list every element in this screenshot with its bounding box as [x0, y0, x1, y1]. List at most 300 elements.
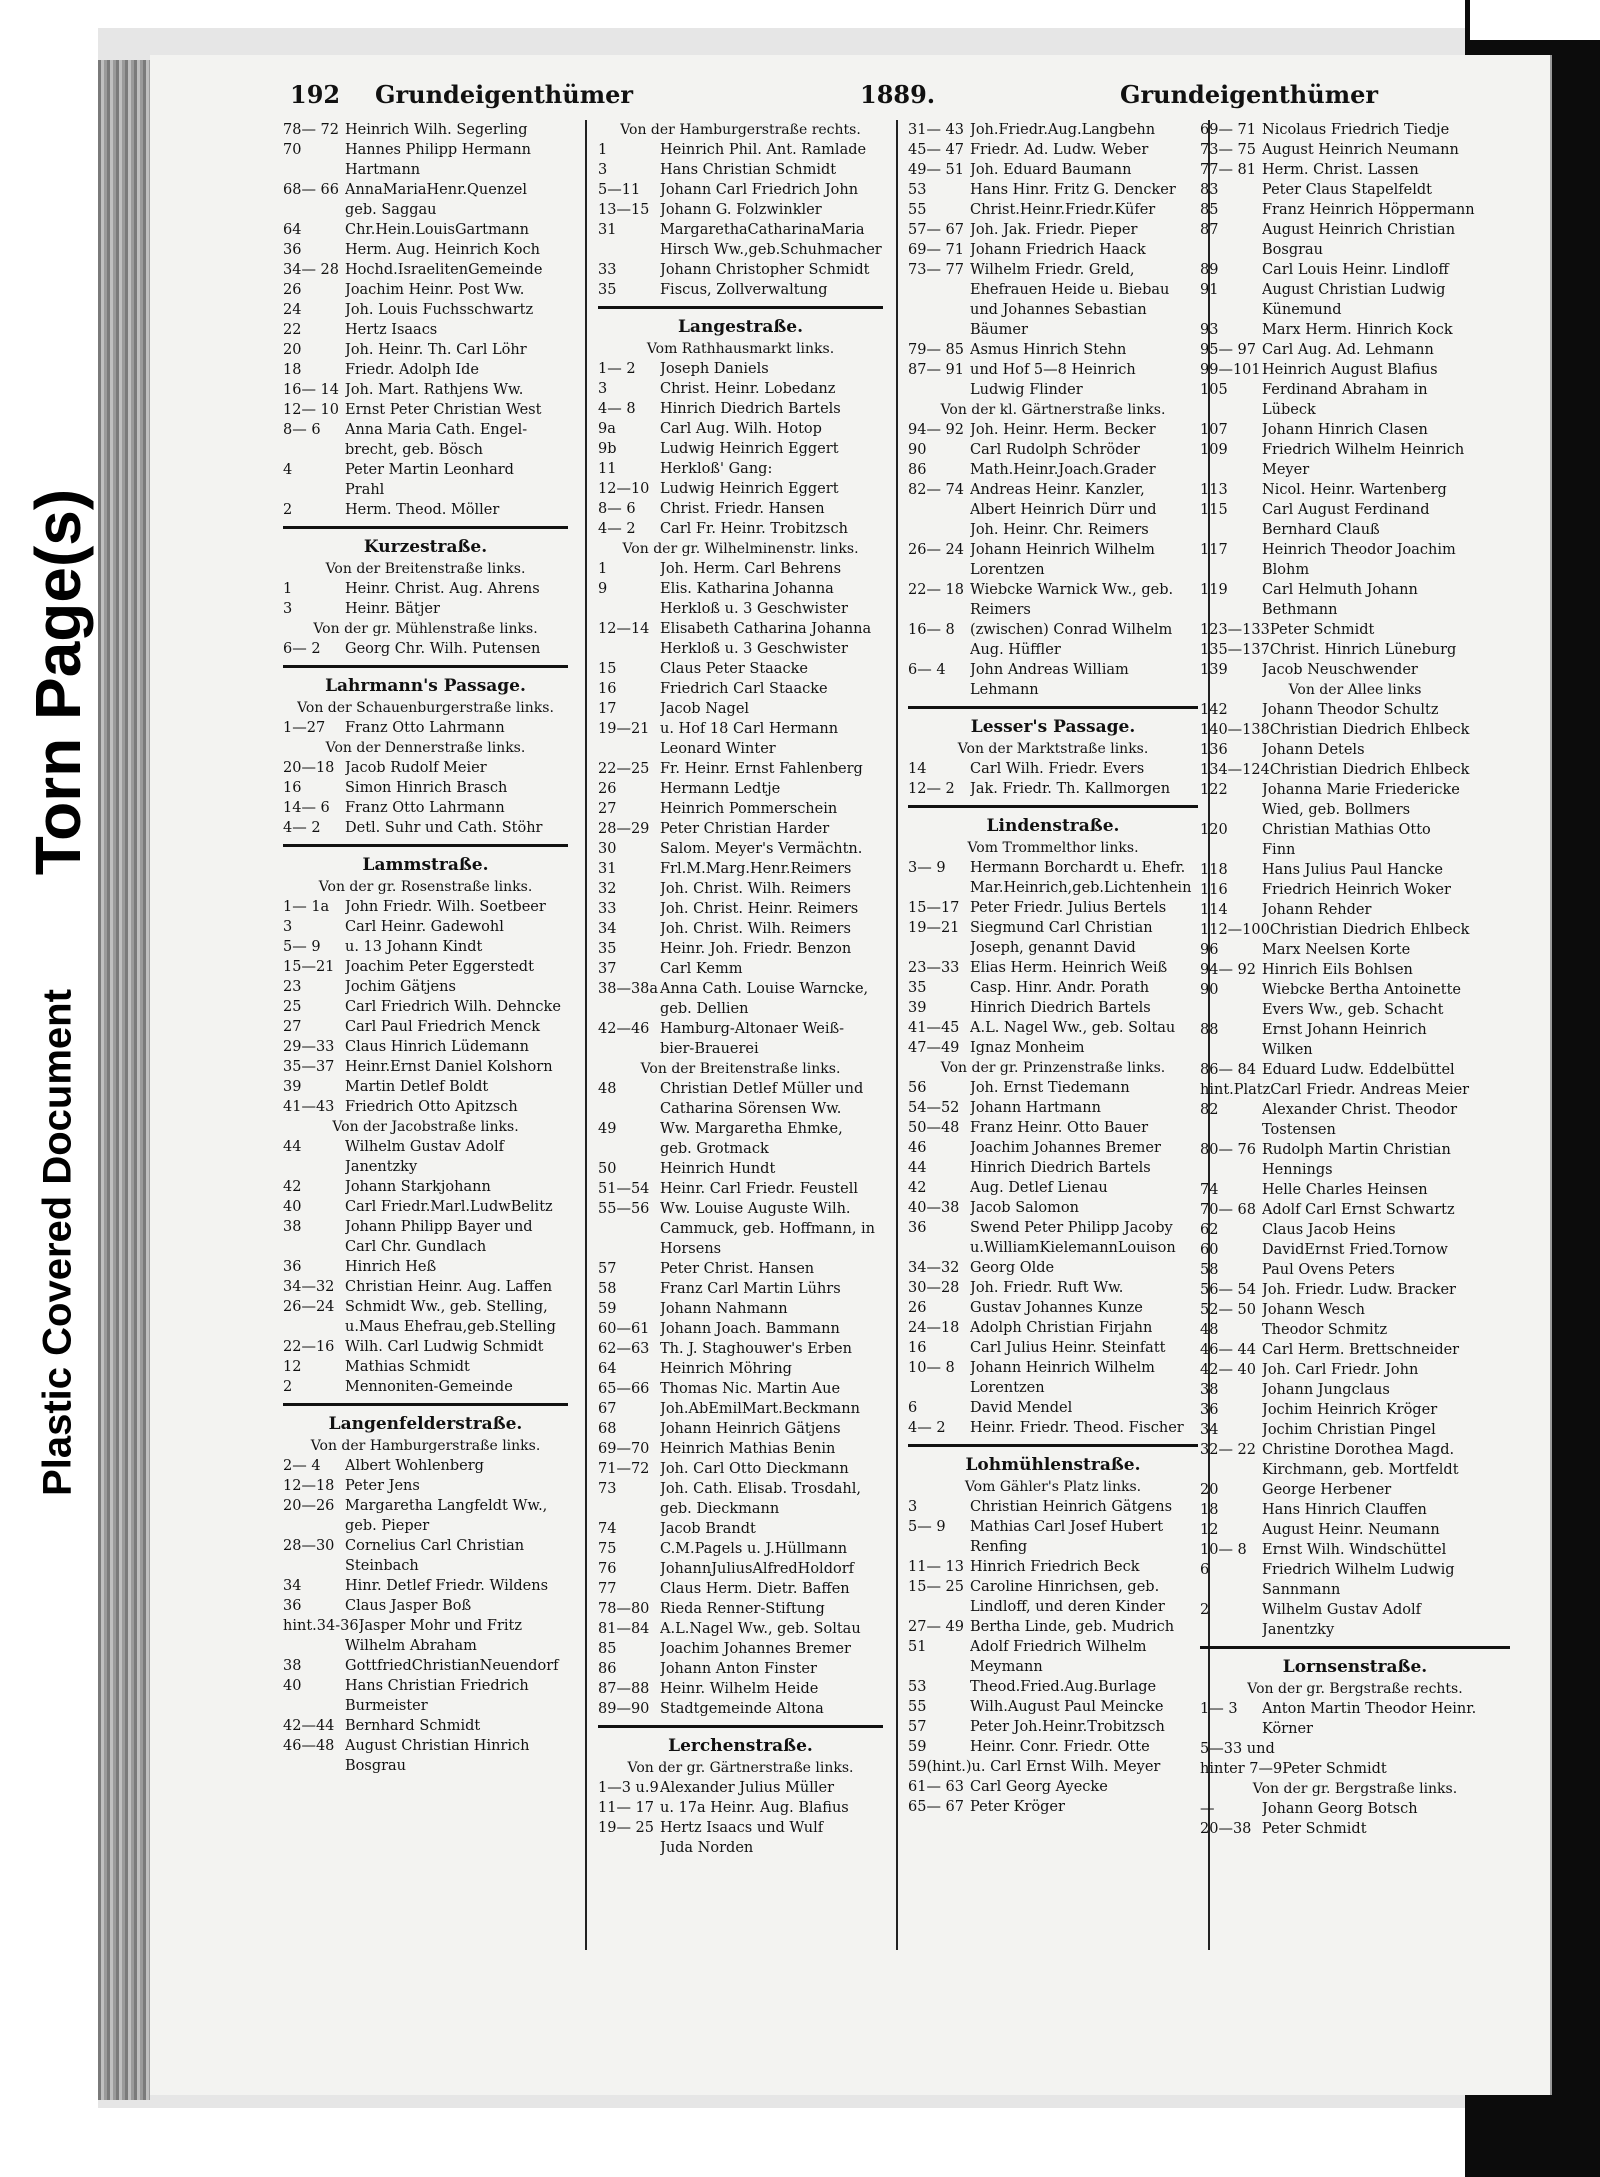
owner-name: Anton Martin Theodor Heinr. — [1262, 1701, 1477, 1717]
directory-entry — [598, 719, 883, 739]
street-direction: Von der gr. Rosenstraße links. — [318, 879, 533, 895]
house-number: 9b — [598, 441, 617, 457]
house-number — [598, 1219, 660, 1239]
owner-name: Heinr. Conr. Friedr. Otte — [970, 1739, 1150, 1755]
owner-name: Friedrich Wilhelm Ludwig — [1262, 1562, 1455, 1578]
house-number: 13—15 — [598, 202, 650, 218]
house-number: 83 — [1200, 182, 1219, 198]
directory-entry — [598, 419, 883, 439]
house-number — [598, 1039, 660, 1059]
house-number: 2 — [283, 502, 293, 518]
directory-entry — [283, 977, 568, 997]
house-number: 96 — [1200, 942, 1219, 958]
owner-name: Theod.Fried.Aug.Burlage — [970, 1679, 1157, 1695]
house-number: 22 — [283, 322, 302, 338]
owner-name: Evers Ww., geb. Schacht — [1262, 1002, 1444, 1018]
directory-entry — [908, 1697, 1198, 1717]
owner-name: Hans Christian Schmidt — [660, 162, 837, 178]
house-number: 26—24 — [283, 1299, 335, 1315]
owner-name: Wied, geb. Bollmers — [1262, 802, 1411, 818]
house-number: 11 — [598, 461, 617, 477]
house-number: 23 — [283, 979, 302, 995]
house-number — [908, 1537, 970, 1557]
street-direction: Von der kl. Gärtnerstraße links. — [940, 402, 1166, 418]
owner-name: Wilhelm Gustav Adolf — [1262, 1602, 1421, 1618]
house-number: 79— 85 — [908, 342, 965, 358]
directory-entry — [1200, 360, 1510, 380]
owner-name: George Herbener — [1262, 1482, 1392, 1498]
owner-name: Th. J. Staghouwer's Erben — [660, 1341, 852, 1357]
directory-entry — [908, 460, 1198, 480]
directory-entry — [1200, 1040, 1510, 1060]
directory-entry — [283, 1337, 568, 1357]
owner-name: Joseph, genannt David — [970, 940, 1136, 956]
owner-name: John Andreas William — [970, 662, 1129, 678]
owner-name: Carl Georg Ayecke — [970, 1779, 1108, 1795]
owner-name: und Hof 5—8 Heinrich — [970, 362, 1136, 378]
owner-name: Hans Hinrich Clauffen — [1262, 1502, 1427, 1518]
directory-entry — [1200, 640, 1510, 660]
house-number: 45— 47 — [908, 142, 965, 158]
owner-name: Hochd.IsraelitenGemeinde — [345, 262, 543, 278]
directory-entry — [598, 1159, 883, 1179]
owner-name: Johann Heinrich Gätjens — [660, 1421, 841, 1437]
house-number — [283, 1636, 345, 1656]
house-number: 113 — [1200, 482, 1228, 498]
house-number: 114 — [1200, 902, 1228, 918]
directory-entry — [1200, 1240, 1510, 1260]
owner-name: Elias Herm. Heinrich Weiß — [970, 960, 1168, 976]
owner-name: Salom. Meyer's Vermächtn. — [660, 841, 863, 857]
owner-name: Jak. Friedr. Th. Kallmorgen — [970, 781, 1171, 797]
scan-corner — [1470, 0, 1600, 40]
house-number: 40—38 — [908, 1200, 960, 1216]
owner-name: Friedrich Heinrich Woker — [1262, 882, 1451, 898]
house-number: 34—32 — [908, 1260, 960, 1276]
directory-entry — [283, 1237, 568, 1257]
owner-name: Albert Wohlenberg — [345, 1458, 484, 1474]
directory-entry — [1200, 1480, 1510, 1500]
owner-name: Herm. Theod. Möller — [345, 502, 500, 518]
house-number: 31 — [598, 222, 617, 238]
house-number — [598, 1099, 660, 1119]
house-number: 117 — [1200, 542, 1228, 558]
torn-pages-label: Torn Page(s) — [22, 488, 94, 876]
house-number — [283, 440, 345, 460]
directory-entry — [1200, 820, 1510, 840]
house-number — [598, 1499, 660, 1519]
directory-entry — [598, 1219, 883, 1239]
directory-entry — [908, 1178, 1198, 1198]
house-number: 42 — [908, 1180, 927, 1196]
directory-entry — [908, 759, 1198, 779]
column-4 — [1200, 120, 1510, 1839]
directory-entry — [1200, 1799, 1510, 1819]
directory-entry — [283, 818, 568, 838]
directory-entry — [598, 1639, 883, 1659]
directory-entry — [598, 839, 883, 859]
owner-name: Jacob Salomon — [970, 1200, 1079, 1216]
house-number — [908, 320, 970, 340]
directory-entry — [1200, 1739, 1510, 1759]
owner-name: Jochim Gätjens — [345, 979, 456, 995]
street-direction: Von der Hamburgerstraße links. — [310, 1438, 541, 1454]
directory-entry — [908, 1418, 1198, 1438]
owner-name: Joh. Cath. Elisab. Trosdahl, — [660, 1481, 861, 1497]
directory-entry — [283, 200, 568, 220]
directory-entry — [1200, 1400, 1510, 1420]
directory-entry — [1200, 1340, 1510, 1360]
directory-entry — [598, 1479, 883, 1499]
directory-entry — [598, 240, 883, 260]
owner-name: Christian Detlef Müller und — [660, 1081, 864, 1097]
directory-entry — [598, 959, 883, 979]
house-number: 53 — [908, 1679, 927, 1695]
owner-name: Bosgrau — [345, 1758, 407, 1774]
owner-name: Heinr. Carl Friedr. Feustell — [660, 1181, 859, 1197]
house-number — [598, 1838, 660, 1858]
owner-name: Carl Fr. Heinr. Trobitzsch — [660, 521, 848, 537]
owner-name: Leonard Winter — [660, 741, 776, 757]
owner-name: Joh. Louis Fuchsschwartz — [345, 302, 534, 318]
directory-entry — [1200, 160, 1510, 180]
directory-entry — [908, 240, 1198, 260]
directory-entry — [598, 160, 883, 180]
owner-name: MargarethaCatharinaMaria — [660, 222, 865, 238]
house-number: 86— 84 — [1200, 1062, 1257, 1078]
owner-name: Christian Heinrich Gätgens — [970, 1499, 1173, 1515]
directory-entry — [598, 859, 883, 879]
directory-entry — [598, 899, 883, 919]
house-number: 28—29 — [598, 821, 650, 837]
directory-entry — [598, 1818, 883, 1838]
directory-entry — [908, 1098, 1198, 1118]
owner-name: Ernst Wilh. Windschüttel — [1262, 1542, 1447, 1558]
directory-entry — [908, 660, 1198, 680]
house-number: 85 — [1200, 202, 1219, 218]
owner-name: Heinrich Pommerschein — [660, 801, 838, 817]
house-number — [283, 160, 345, 180]
directory-entry — [908, 500, 1198, 520]
directory-entry — [598, 879, 883, 899]
house-number: 56 — [908, 1080, 927, 1096]
directory-entry — [1200, 560, 1510, 580]
directory-entry — [908, 420, 1198, 440]
directory-entry — [283, 140, 568, 160]
house-number — [908, 300, 970, 320]
directory-entry — [283, 1476, 568, 1496]
directory-entry — [908, 1038, 1198, 1058]
owner-name: Christian Heinr. Aug. Laffen — [345, 1279, 553, 1295]
directory-entry — [1200, 880, 1510, 900]
owner-name: August Heinrich Christian — [1262, 222, 1456, 238]
owner-name: Hinr. Detlef Friedr. Wildens — [345, 1578, 549, 1594]
directory-entry — [598, 1679, 883, 1699]
house-number: 3 — [908, 1499, 918, 1515]
directory-entry — [283, 937, 568, 957]
owner-name: Anna Cath. Louise Warncke, — [660, 981, 869, 997]
house-number: 82 — [1200, 1102, 1219, 1118]
house-number: 87— 91 — [908, 362, 965, 378]
house-number: 49 — [598, 1121, 617, 1137]
street-direction: Von der gr. Prinzenstraße links. — [940, 1060, 1166, 1076]
directory-entry — [908, 480, 1198, 500]
directory-entry — [908, 1018, 1198, 1038]
owner-name: Carl Heinr. Gadewohl — [345, 919, 504, 935]
owner-name: Hennings — [1262, 1162, 1333, 1178]
directory-entry — [598, 499, 883, 519]
directory-entry — [908, 440, 1198, 460]
house-number — [908, 938, 970, 958]
owner-name: Joachim Johannes Bremer — [970, 1140, 1161, 1156]
directory-entry — [1200, 1200, 1510, 1220]
street-heading: Lornsenstraße. — [1282, 1657, 1428, 1677]
owner-name: Künemund — [1262, 302, 1342, 318]
directory-entry — [1200, 140, 1510, 160]
house-number: 14— 6 — [283, 800, 330, 816]
directory-entry — [908, 1118, 1198, 1138]
owner-name: Franz Carl Martin Lührs — [660, 1281, 841, 1297]
house-number: 119 — [1200, 582, 1228, 598]
owner-name: Lindloff, und deren Kinder — [970, 1599, 1165, 1615]
directory-entry — [908, 1797, 1198, 1817]
owner-name: Georg Chr. Wilh. Putensen — [345, 641, 541, 657]
owner-name: Johann Detels — [1262, 742, 1365, 758]
directory-entry — [283, 240, 568, 260]
owner-name: JohannJuliusAlfredHoldorf — [660, 1561, 855, 1577]
house-number: 94— 92 — [908, 422, 965, 438]
directory-entry — [1200, 580, 1510, 600]
section-rule — [1200, 1646, 1510, 1649]
house-number: 22— 18 — [908, 582, 965, 598]
house-number: 34—32 — [283, 1279, 335, 1295]
house-number: 65— 67 — [908, 1799, 965, 1815]
owner-name: Heinr. Friedr. Theod. Fischer — [970, 1420, 1184, 1436]
street-direction: Von der gr. Gärtnerstraße links. — [627, 1760, 854, 1776]
house-number — [1200, 300, 1262, 320]
owner-name: brecht, geb. Bösch — [345, 442, 483, 458]
directory-entry — [283, 320, 568, 340]
owner-name: Ignaz Monheim — [970, 1040, 1085, 1056]
house-number: 56— 54 — [1200, 1282, 1257, 1298]
directory-entry — [908, 580, 1198, 600]
house-number: 68— 66 — [283, 182, 340, 198]
directory-entry — [283, 639, 568, 659]
column-2 — [598, 120, 883, 1858]
house-number — [908, 560, 970, 580]
owner-name: Hinrich Eils Bohlsen — [1262, 962, 1413, 978]
owner-name: Bernhard Schmidt — [345, 1718, 481, 1734]
house-number — [1200, 1580, 1262, 1600]
house-number: 5— 9 — [283, 939, 321, 955]
owner-name: bier-Brauerei — [660, 1041, 759, 1057]
owner-name: (zwischen) Conrad Wilhelm — [970, 622, 1173, 638]
owner-name: Hinrich Heß — [345, 1259, 437, 1275]
directory-entry — [1200, 240, 1510, 260]
owner-name: Janentzky — [1262, 1622, 1335, 1638]
directory-entry — [598, 779, 883, 799]
house-number: 57 — [908, 1719, 927, 1735]
header-year: 1889. — [860, 80, 936, 109]
owner-name: Joh. Friedr. Ludw. Bracker — [1262, 1282, 1456, 1298]
owner-name: Marx Herm. Hinrich Kock — [1262, 322, 1453, 338]
owner-name: Martin Detlef Boldt — [345, 1079, 489, 1095]
street-direction: Von der gr. Bergstraße links. — [1252, 1781, 1458, 1797]
owner-name: Herkloß u. 3 Geschwister — [660, 601, 848, 617]
owner-name: Jacob Brandt — [660, 1521, 756, 1537]
owner-name: Johann G. Folzwinkler — [660, 202, 822, 218]
house-number: 15—17 — [908, 900, 960, 916]
directory-entry — [598, 1559, 883, 1579]
directory-entry — [908, 1398, 1198, 1418]
column-divider — [585, 120, 587, 1950]
house-number: 3 — [283, 919, 293, 935]
house-number — [598, 999, 660, 1019]
owner-name: Heinr. Wilhelm Heide — [660, 1681, 819, 1697]
owner-name: Johann Rehder — [1262, 902, 1372, 918]
house-number: 77— 81 — [1200, 162, 1257, 178]
house-number: 29—33 — [283, 1039, 335, 1055]
directory-entry — [283, 1277, 568, 1297]
owner-name: geb. Pieper — [345, 1518, 430, 1534]
street-heading: Kurzestraße. — [363, 537, 488, 557]
directory-entry — [598, 1838, 883, 1858]
owner-name: Asmus Hinrich Stehn — [970, 342, 1127, 358]
house-number: 32— 22 — [1200, 1442, 1257, 1458]
owner-name: Meymann — [970, 1659, 1043, 1675]
directory-entry — [1200, 940, 1510, 960]
directory-entry — [908, 1158, 1198, 1178]
directory-entry — [908, 200, 1198, 220]
house-number: 11— 13 — [908, 1559, 965, 1575]
directory-entry — [1200, 1280, 1510, 1300]
owner-name: Alexander Christ. Theodor — [1262, 1102, 1458, 1118]
directory-entry — [1200, 1020, 1510, 1040]
owner-name: Adolph Christian Firjahn — [970, 1320, 1153, 1336]
house-number: 89—90 — [598, 1701, 650, 1717]
directory-entry — [908, 1338, 1198, 1358]
house-number: 89 — [1200, 262, 1219, 278]
owner-name: Tostensen — [1262, 1122, 1336, 1138]
house-number: 120 — [1200, 822, 1228, 838]
house-number: 19—21 — [598, 721, 650, 737]
directory-entry — [1200, 1080, 1510, 1100]
owner-name: Steinbach — [345, 1558, 419, 1574]
street-heading: Lesser's Passage. — [970, 717, 1136, 737]
house-number: 14 — [908, 761, 927, 777]
directory-entry — [908, 1258, 1198, 1278]
owner-name: Elisabeth Catharina Johanna — [660, 621, 872, 637]
house-number: 20 — [1200, 1482, 1219, 1498]
house-number: 135—137 — [1200, 642, 1270, 658]
directory-entry — [1200, 780, 1510, 800]
house-number: 87 — [1200, 222, 1219, 238]
house-number: 6— 4 — [908, 662, 946, 678]
house-number: 36 — [283, 1259, 302, 1275]
owner-name: Horsens — [660, 1241, 722, 1257]
street-heading: Lammstraße. — [362, 855, 489, 875]
owner-name: Johann Heinrich Wilhelm — [970, 542, 1155, 558]
house-number: 51 — [908, 1639, 927, 1655]
directory-entry — [908, 1777, 1198, 1797]
directory-entry — [908, 600, 1198, 620]
directory-entry — [283, 1057, 568, 1077]
directory-entry — [1200, 900, 1510, 920]
owner-name: Joh. Heinr. Chr. Reimers — [970, 522, 1149, 538]
directory-entry — [1200, 1540, 1510, 1560]
house-number: — — [1200, 1801, 1215, 1817]
house-number: 10— 8 — [908, 1360, 955, 1376]
owner-name: Frl.M.Marg.Henr.Reimers — [660, 861, 852, 877]
owner-name: Joh. Mart. Rathjens Ww. — [345, 382, 524, 398]
house-number — [1200, 1160, 1262, 1180]
owner-name: Chr.Hein.LouisGartmann — [345, 222, 530, 238]
house-number: 41—45 — [908, 1020, 960, 1036]
house-number — [283, 1317, 345, 1337]
house-number — [908, 680, 970, 700]
owner-name: Peter Joh.Heinr.Trobitzsch — [970, 1719, 1165, 1735]
directory-entry — [598, 200, 883, 220]
owner-name: Janentzky — [345, 1159, 418, 1175]
house-number: 31 — [598, 861, 617, 877]
house-number: 48 — [1200, 1322, 1219, 1338]
directory-entry — [1200, 1160, 1510, 1180]
directory-entry — [908, 260, 1198, 280]
owner-name: Bertha Linde, geb. Mudrich — [970, 1619, 1175, 1635]
directory-entry — [598, 979, 883, 999]
house-number: 77 — [598, 1581, 617, 1597]
owner-name: Friedr. Adolph Ide — [345, 362, 479, 378]
house-number: 32 — [598, 881, 617, 897]
house-number: 1— 2 — [598, 361, 636, 377]
directory-entry — [283, 1656, 568, 1676]
owner-name: Wilken — [1262, 1042, 1313, 1058]
owner-name: Aug. Detlef Lienau — [970, 1180, 1108, 1196]
house-number — [1200, 520, 1262, 540]
house-number: 53 — [908, 182, 927, 198]
directory-entry — [598, 1419, 883, 1439]
directory-entry — [908, 1737, 1198, 1757]
house-number: 57— 67 — [908, 222, 965, 238]
owner-name: Carl Friedr. Andreas Meier — [1270, 1082, 1470, 1098]
house-number: 34— 28 — [283, 262, 340, 278]
house-number — [598, 639, 660, 659]
directory-entry — [598, 599, 883, 619]
house-number: 3 — [283, 601, 293, 617]
directory-entry — [598, 1099, 883, 1119]
owner-name: Johann Theodor Schultz — [1262, 702, 1439, 718]
owner-name: Friedrich Otto Apitzsch — [345, 1099, 518, 1115]
owner-name: Wiebcke Warnick Ww., geb. — [970, 582, 1174, 598]
house-number: 6— 2 — [283, 641, 321, 657]
house-number: 62—63 — [598, 1341, 650, 1357]
house-number: 49— 51 — [908, 162, 965, 178]
directory-entry — [283, 1217, 568, 1237]
owner-name: Herkloß' Gang: — [660, 461, 773, 477]
owner-name: Körner — [1262, 1721, 1313, 1737]
owner-name: AnnaMariaHenr.Quenzel — [345, 182, 528, 198]
owner-name: Lorentzen — [970, 562, 1045, 578]
owner-name: Albert Heinrich Dürr und — [970, 502, 1157, 518]
house-number: 5—11 — [598, 182, 641, 198]
house-number: 1— 1a — [283, 899, 330, 915]
owner-name: Math.Heinr.Joach.Grader — [970, 462, 1156, 478]
directory-entry — [283, 997, 568, 1017]
house-number: 11— 17 — [598, 1800, 655, 1816]
house-number: 64 — [598, 1361, 617, 1377]
house-number: 70— 68 — [1200, 1202, 1257, 1218]
directory-entry — [598, 1699, 883, 1719]
